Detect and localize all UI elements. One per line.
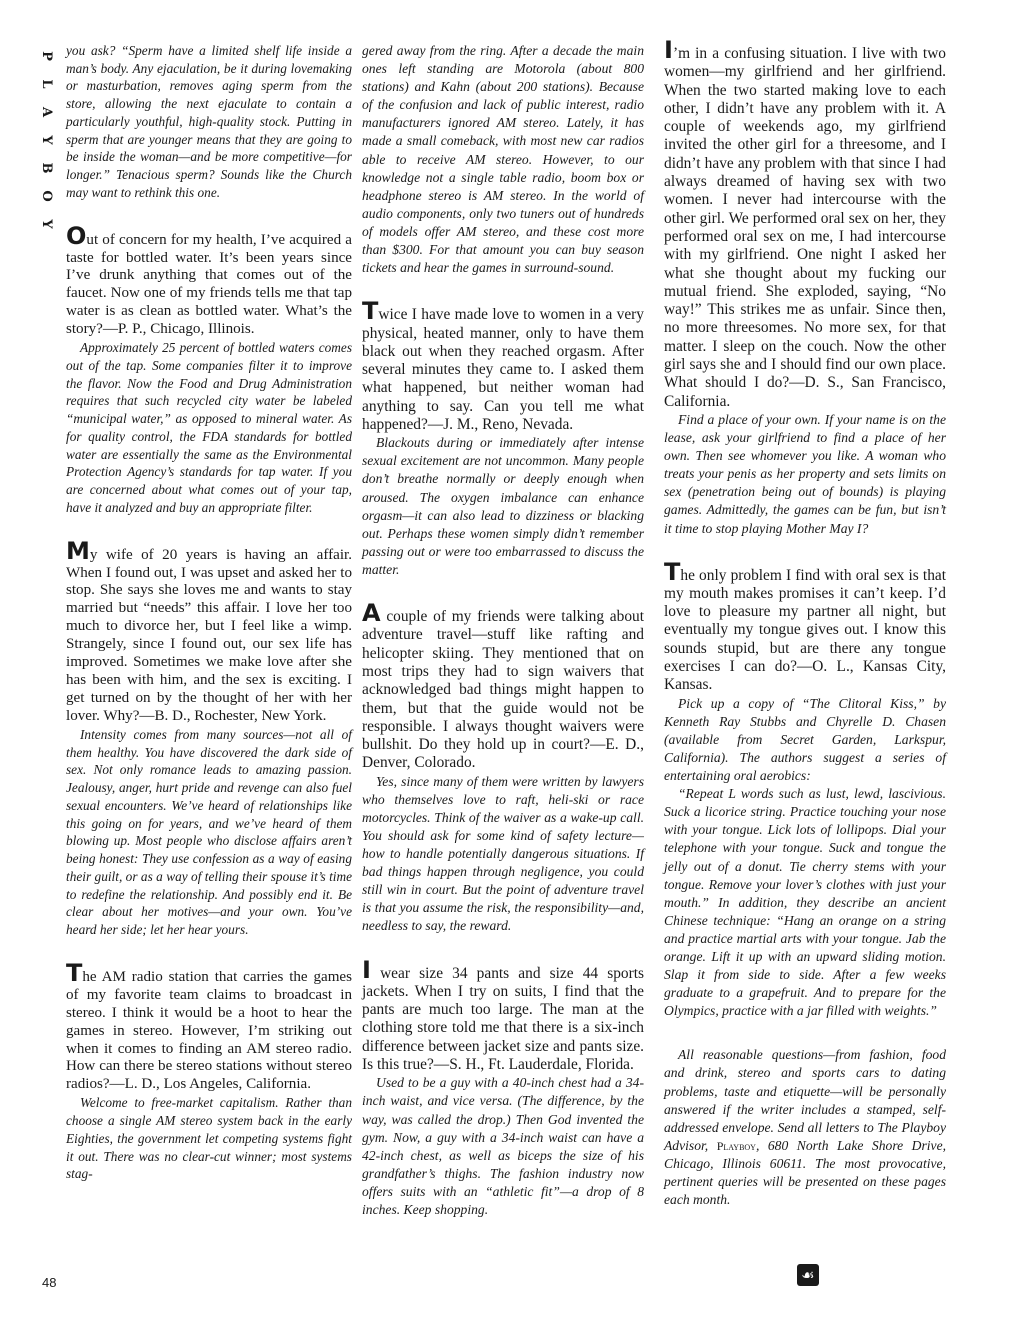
drop-cap: I: [362, 955, 371, 984]
drop-cap: T: [664, 557, 681, 586]
answer-text: you ask? “Sperm have a limited shelf life inside a man’s body. Any ejaculation, be it during lovemaking or masturbation, removes aging sperm from the store, allowing the next ejaculate to contain a particularly youthful, high-quality stock. Putting in sperm that are younger means that they are going to be inside the woman—and be more competitive—for longer.” Tenacious sperm? Sounds like the Church may want to rethink this one.: [66, 43, 352, 200]
drop-cap: I: [664, 36, 673, 64]
question-text: A couple of my friends were talking about adventure travel—stuff like rafting and helicopter skiing. They mentioned that on most trips they had to sign waivers that acknowledged bad things might happen to them, but that the guide would not be responsible. I always thought waivers were bullshit. Do they hold up in court?—E. D., Denver, Colorado.: [362, 599, 644, 772]
masthead-letter: Y: [39, 219, 54, 229]
column-3: [664, 36, 946, 1209]
question-text: I wear size 34 pants and size 44 sports jackets. When I try on suits, I find that the pants are much too large. The man at the clothing store told me that there is a six-inch difference between jacket size and pants size. Is this true?—S. H., Ft. Lauderdale, Florida.: [362, 955, 644, 1074]
masthead-letter: B: [39, 162, 54, 174]
answer-text: Yes, since many of them were written by lawyers who themselves love to raft, heli-ski or race motorcycles. Think of the waiver as a wake-up call. You should ask for some kind of safety lecture—how to handle potentially dangerous situations. If bad things happen through negligence, you could still win in court. But the point of adventure travel is that you assume the risk, the responsibility—and, needless to say, the reward.: [362, 773, 644, 934]
question-text: The only problem I find with oral sex is that my mouth makes promises it can’t keep. I’d love to pleasure my partner all night, but eventually my tongue gives out. I know this sounds stupid, but are there any tongue exercises I can do?—O. L., Kansas City, Kansas.: [664, 557, 946, 694]
answer-text: Welcome to free-market capitalism. Rather than choose a single AM stereo system back in the early Eighties, the government let competing systems fight it out. There was no clear-cut winner; most systems stag-: [66, 1095, 352, 1182]
masthead: [28, 42, 54, 238]
question-text: My wife of 20 years is having an affair. When I found out, I was upset and asked her to stop. She says she loves me and wants to stay married but “needs” this affair. I love her too much to divorce her, but I feel like a wimp. Strangely, since I found out, our sex life has improved. Sometimes we make love after she has been with him, and the sex is exciting. I get turned on by the thought of her with her lover. Why?—B. D., Rochester, New York.: [66, 536, 352, 725]
column-1: [66, 42, 352, 1183]
drop-cap: T: [66, 958, 83, 987]
answer-text: Find a place of your own. If your name is on the lease, ask your girlfriend to find a place of her own. Then see whomever you like. A woman who treats your penis as her property and sets limits on sex (penetration being out of bounds) is playing games. Admittedly, the games can be fun, but isn’t it time to stop playing Mother May I?: [664, 411, 946, 536]
answer-text: Intensity comes from many sources—not all of them healthy. You have discovered the dark side of sex. Not only romance leads to amazing passion. Jealousy, anger, hurt pride and revenge can also fuel sexual encounters. We’ve heard of relationships like this going on for years, and we’ve heard of them blowing up. Most people who disclose affairs aren’t being honest: They use confession as a way of easing their guilt, or as a way of telling their spouse it’s time to redefine the relationship. And possibly end it. Be clear about her motives—and your own. You’ve heard her side; let her hear yours.: [66, 726, 352, 938]
column-2: [362, 42, 644, 1219]
end-mark-icon: ☙: [797, 1264, 819, 1286]
masthead-letter: P: [39, 51, 54, 61]
question-text: Twice I have made love to women in a very physical, heated manner, only to have them black out when they reached orgasm. After several minutes they came to. I asked them what happened, but neither woman had anything to say. Can you tell me what happened?—J. M., Reno, Nevada.: [362, 297, 644, 433]
answer-text: Blackouts during or immediately after intense sexual excitement are not uncommon. Many people don’t breathe normally or deeply enough when aroused. The oxygen imbalance can enhance orgasm—it can also lead to dizziness or blacking out. Perhaps these women simply didn’t remember passing out or were too embarrassed to discuss the matter.: [362, 435, 644, 577]
answer-text: Approximately 25 percent of bottled waters comes out of the tap. Some companies filter it to improve the flavor. Now the Food and Drug Administration requires that such recycled city water be labeled “municipal water,” as opposed to mineral water. As for quality control, the FDA standards for bottled water are essentially the same as the Environmental Protection Agency’s standards for tap water. If you are concerned about what comes out of your tap, have it analyzed and buy an appropriate filter.: [66, 340, 352, 515]
answer-text: gered away from the ring. After a decade the main ones left standing are Motorola (about 800 stations) and Kahn (about 200 stations). Because of the confusion and lack of public interest, radio manufacturers ignored AM stereo. Lately, it has made a small comeback, with most new car radios able to receive AM stereo. However, to our knowledge not a single table radio, boom box or headphone stereo is AM stereo. In the world of audio components, only two tuners out of hundreds of models offer AM stereo, and these cost more than $300. For that amount you can buy season tickets and hear the games in surround-sound.: [362, 43, 644, 276]
question-text: The AM radio station that carries the games of my favorite team claims to broadcast in stereo. I think it would be a hoot to hear the games in stereo. However, I’m striking out when it comes to finding an AM stereo radio. How can there be stereo stations without stereo radios?—L. D., Los Angeles, California.: [66, 958, 352, 1093]
masthead-letter: O: [39, 190, 54, 202]
drop-cap: O: [66, 221, 87, 250]
masthead-letter: A: [39, 106, 54, 118]
question-text: I’m in a confusing situation. I live with two women—my girlfriend and her girlfriend. When the two started making love to each other, I didn’t have any problem with it. A couple of weekends ago, my girlfriend invited the other girl for a threesome, and I didn’t have any problem with that since I had always dreamed of having sex with two women. I never had intercourse with the other girl. We performed oral sex on her, they performed oral sex on me, I had intercourse with my girlfriend. One night I asked her what she thought about my fucking our mutual friend. She exploded, saying, “No way!” This strikes me as unfair. Since then, no more threesomes. No more sex, for that matter. I sleep on the couch. Now the other girl says she and I should find our own place. What should I do?—D. S., San Francisco, California.: [664, 36, 946, 410]
advisor-footer-note: All reasonable questions—from fashion, food and drink, stereo and sports cars to dating problems, taste and etiquette—will be personally answered if the writer includes a stamped, self-addressed envelope. Send all letters to The Playboy Advisor, Playboy, 680 North Lake Shore Drive, Chicago, Illinois 60611. The most provocative, pertinent queries will be presented on these pages each month.: [664, 1047, 946, 1208]
masthead-letter: Y: [39, 135, 54, 145]
drop-cap: T: [362, 297, 379, 326]
answer-text: Pick up a copy of “The Clitoral Kiss,” by Kenneth Ray Stubbs and Chyrelle D. Chasen (available from Secret Garden, Larkspur, California). The authors suggest a series of entertaining oral aerobics:: [664, 695, 946, 784]
question-text: Out of concern for my health, I’ve acquired a taste for bottled water. It’s been years since I’ve drunk anything that comes out of the faucet. Now one of my friends tells me that tap water is as clean as bottled water. What’s the story?—P. P., Chicago, Illinois.: [66, 221, 352, 338]
answer-text: “Repeat L words such as lust, lewd, lascivious. Suck a licorice string. Practice touching your nose with your tongue. Lick lots of lollipops. Dial your telephone with your tongue. Suck and tongue the jelly out of a donut. Tie cherry stems with your tongue. Remove your lover’s clothes with just your mouth.” In addition, they describe an ancient Chinese technique: “Hang an orange on a string and practice martial arts with your tongue. Jab the orange. Lift it up with an upward sliding motion. Slap it from side to side. After a few weeks graduate to a grapefruit. And to prepare for the Olympics, practice with a jar filled with weights.”: [664, 786, 946, 1019]
masthead-letter: L: [39, 79, 54, 89]
drop-cap: M: [66, 536, 90, 565]
drop-cap: A: [362, 599, 381, 628]
answer-text: Used to be a guy with a 40-inch chest had a 34-inch waist, and vice versa. (The difference, by the way, was called the drop.) Then God invented the gym. Now, a guy with a 34-inch waist can have a 42-inch chest, as well as biceps the size of his grandfather’s thighs. The fashion industry now offers suits with an “athletic fit”—a drop of 8 inches. Keep shopping.: [362, 1075, 644, 1217]
page-number: 48: [42, 1275, 57, 1290]
